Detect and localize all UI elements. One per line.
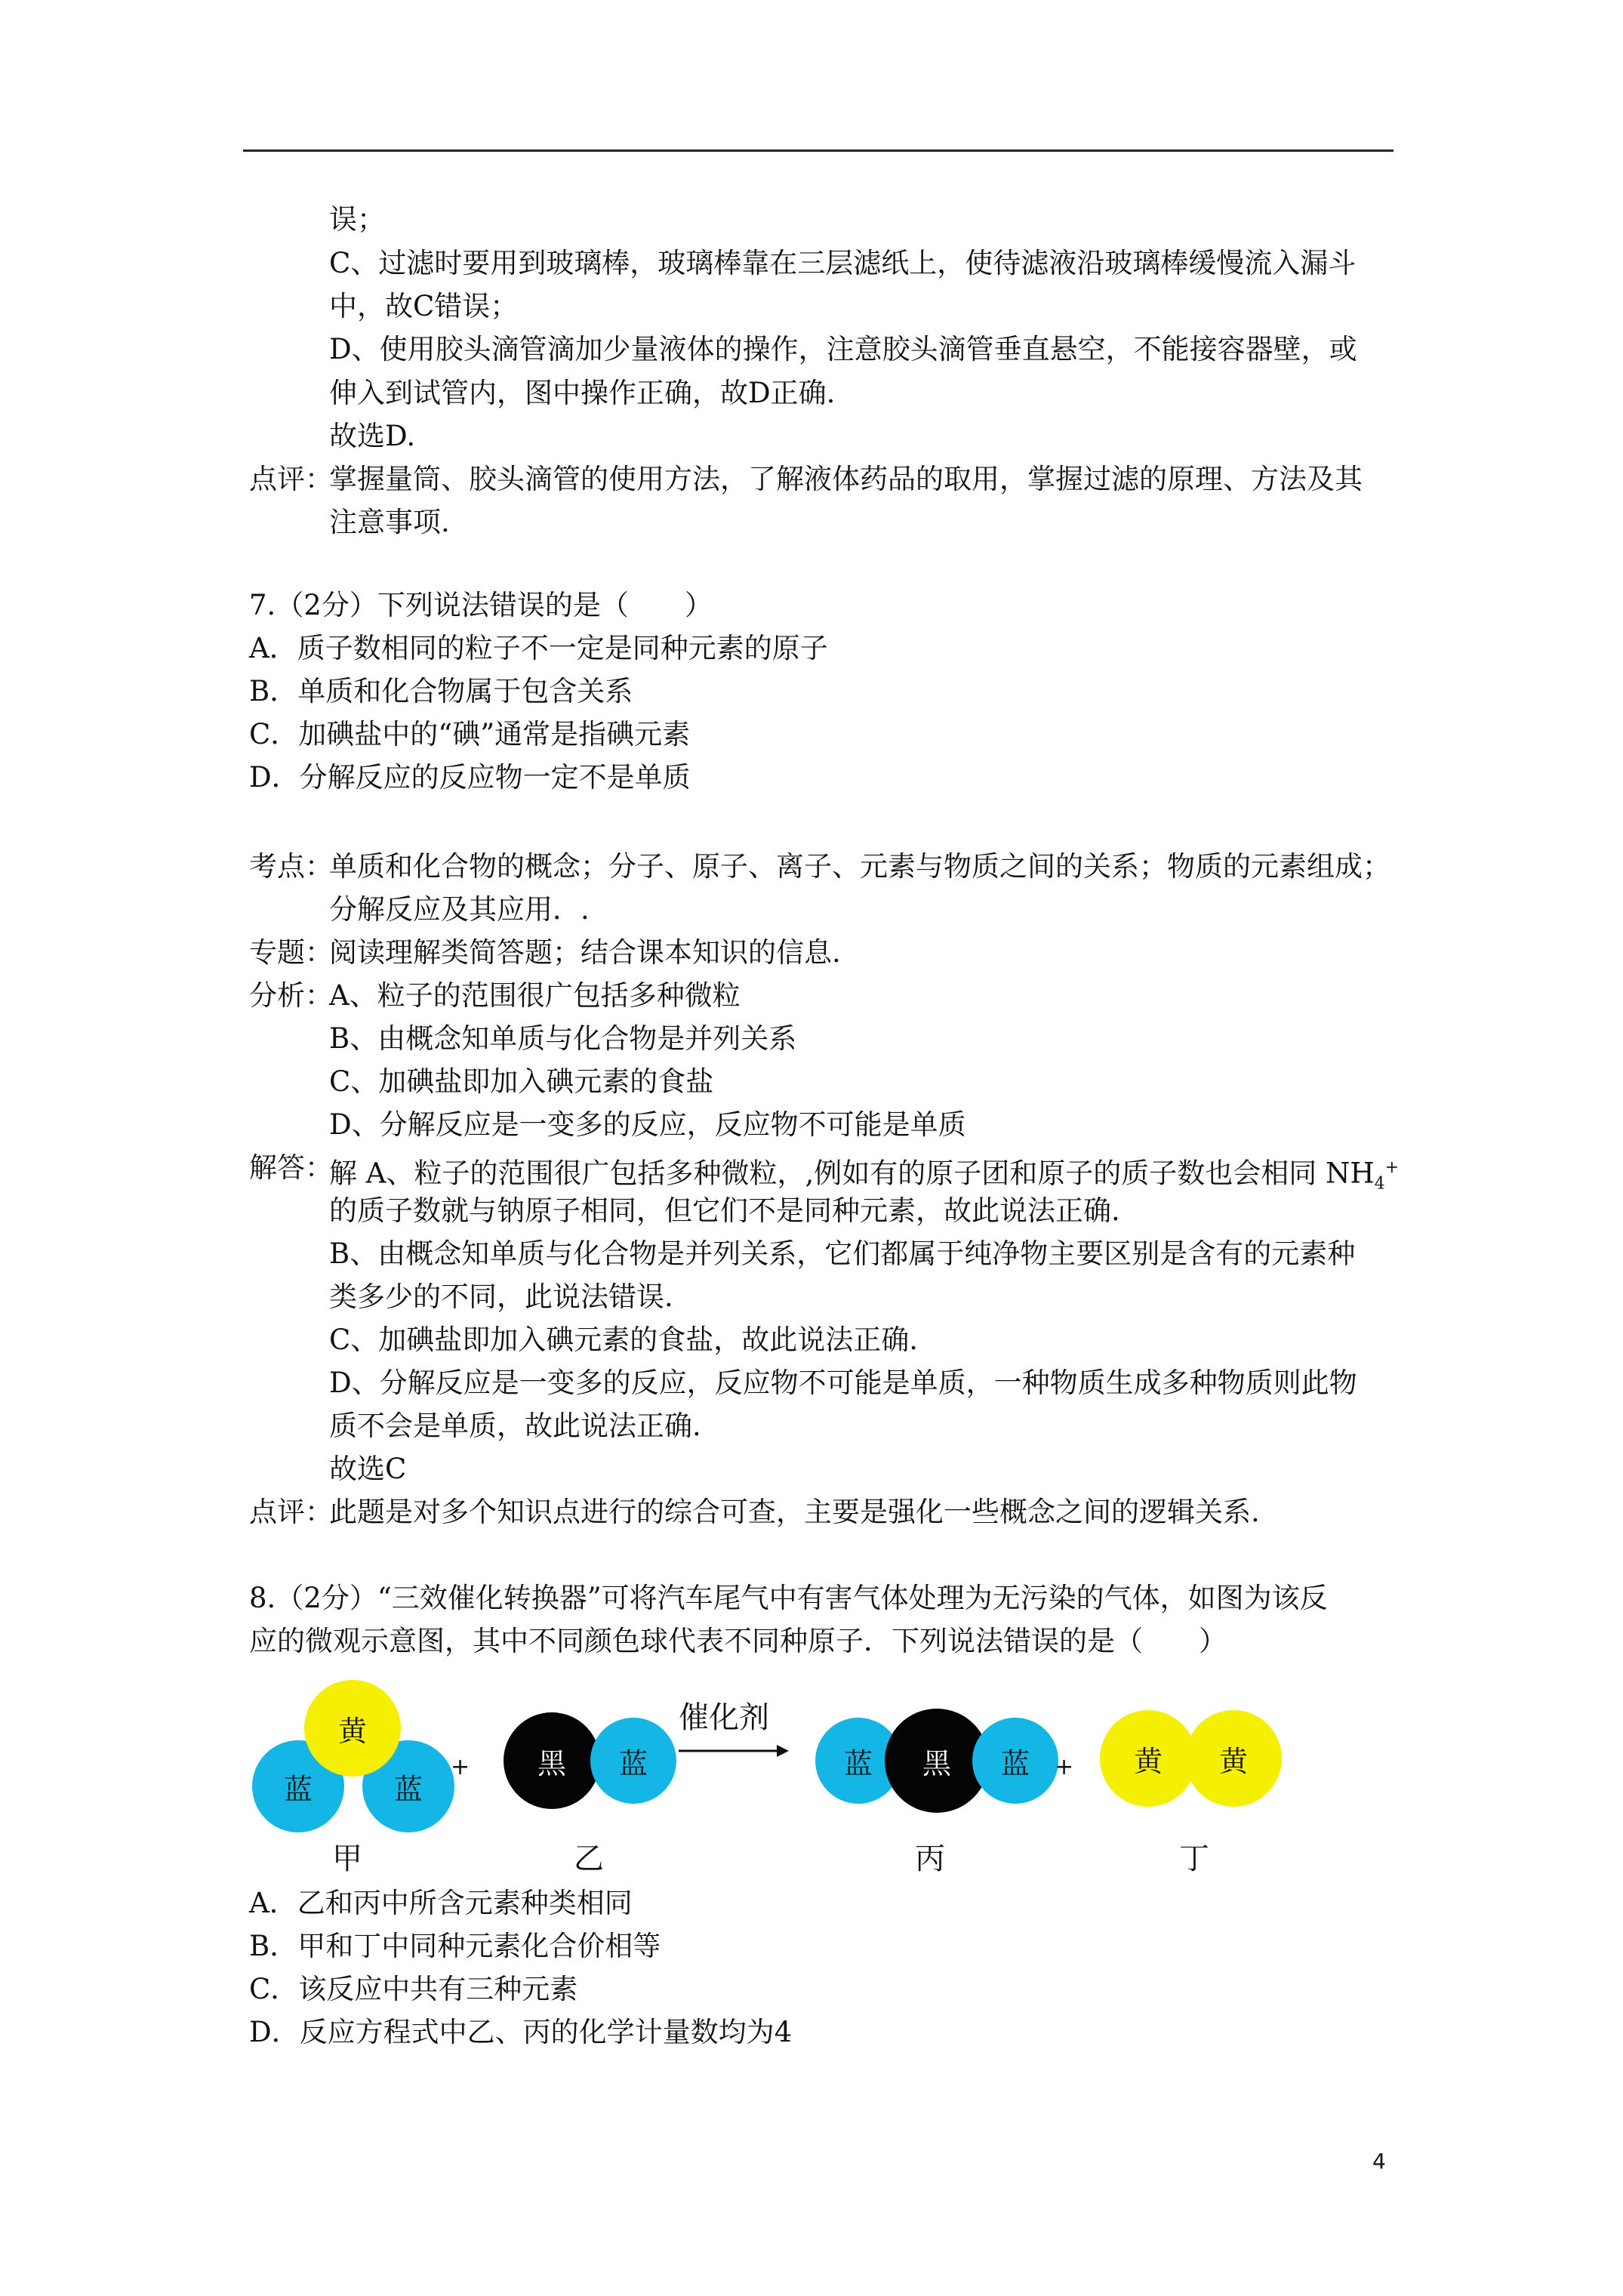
q7-option-c: C．加碘盐中的“碘”通常是指碘元素 <box>249 718 691 750</box>
atom-black: 黑 <box>885 1709 989 1813</box>
molecule-label-bing: 丙 <box>915 1841 945 1876</box>
q8-option-d: D．反应方程式中乙、丙的化学计量数均为4 <box>249 2016 793 2048</box>
q7-comment: 此题是对多个知识点进行的综合可查，主要是强化一些概念之间的逻辑关系. <box>329 1496 1260 1528</box>
q7-fenxi: C、加碘盐即加入碘元素的食盐 <box>329 1065 714 1098</box>
page-number: 4 <box>1372 2149 1386 2174</box>
q6-line: 故选D. <box>329 420 416 452</box>
q7-jieda-sup: + <box>1384 1158 1400 1177</box>
q7-jieda: D、分解反应是一变多的反应，反应物不可能是单质，一种物质生成多种物质则此物 <box>329 1367 1357 1399</box>
atom-yellow: 黄 <box>1100 1710 1196 1807</box>
q7-fenxi: A、粒子的范围很广包括多种微粒 <box>329 979 741 1012</box>
atom-blue: 蓝 <box>815 1718 901 1804</box>
q8-option-c: C．该反应中共有三种元素 <box>249 1973 578 2005</box>
molecule-label-jia: 甲 <box>332 1841 362 1876</box>
q8-option-b: B．甲和丁中同种元素化合价相等 <box>249 1930 661 1962</box>
q7-fenxi-label: 分析： <box>249 979 333 1012</box>
q7-stem: 7.（2分）下列说法错误的是（ ） <box>249 589 713 621</box>
q7-jieda-sub: 4 <box>1374 1174 1385 1194</box>
q7-fenxi: D、分解反应是一变多的反应，反应物不可能是单质 <box>329 1108 966 1141</box>
reaction-arrow-icon <box>676 1742 793 1760</box>
q6-comment: 注意事项. <box>329 506 450 538</box>
q7-jieda: 质不会是单质，故此说法正确. <box>329 1410 701 1442</box>
q6-line: 伸入到试管内，图中操作正确，故D正确. <box>329 377 836 409</box>
q6-comment-label: 点评： <box>249 463 333 495</box>
q7-jieda: 类多少的不同，此说法错误. <box>329 1281 673 1313</box>
catalyst-label: 催化剂 <box>679 1700 769 1735</box>
q6-line: D、使用胶头滴管滴加少量液体的操作，注意胶头滴管垂直悬空，不能接容器壁，或 <box>329 333 1357 365</box>
q8-option-a: A．乙和丙中所含元素种类相同 <box>249 1887 633 1919</box>
header-rule <box>243 149 1394 152</box>
q7-kaodian: 单质和化合物的概念；分子、原子、离子、元素与物质之间的关系；物质的元素组成； <box>329 850 1390 883</box>
atom-yellow: 黄 <box>1185 1710 1282 1807</box>
plus-sign: + <box>451 1754 470 1780</box>
atom-blue: 蓝 <box>590 1718 676 1804</box>
q7-option-d: D．分解反应的反应物一定不是单质 <box>249 761 691 794</box>
q7-jieda: 故选C <box>329 1453 407 1485</box>
q6-line: 误； <box>329 203 385 236</box>
atom-blue: 蓝 <box>972 1718 1058 1804</box>
molecule-label-yi: 乙 <box>574 1841 604 1876</box>
q7-kaodian: 分解反应及其应用．. <box>329 893 590 926</box>
q7-option-a: A．质子数相同的粒子不一定是同种元素的原子 <box>249 632 828 664</box>
q7-jieda: C、加碘盐即加入碘元素的食盐，故此说法正确. <box>329 1324 919 1356</box>
q7-zhuanti: 阅读理解类简答题；结合课本知识的信息. <box>329 936 841 969</box>
atom-black: 黑 <box>504 1712 600 1809</box>
atom-blue: 蓝 <box>252 1740 344 1832</box>
q6-line: C、过滤时要用到玻璃棒，玻璃棒靠在三层滤纸上，使待滤液沿玻璃棒缓慢流入漏斗 <box>329 247 1357 279</box>
q7-fenxi: B、由概念知单质与化合物是并列关系 <box>329 1022 797 1055</box>
atom-yellow: 黄 <box>304 1680 401 1777</box>
q7-jieda: 的质子数就与钠原子相同，但它们不是同种元素，故此说法正确. <box>329 1194 1120 1227</box>
q6-comment: 掌握量筒、胶头滴管的使用方法，了解液体药品的取用，掌握过滤的原理、方法及其 <box>329 463 1363 495</box>
plus-sign: + <box>1055 1754 1074 1780</box>
q7-zhuanti-label: 专题： <box>249 936 333 969</box>
reaction-diagram <box>243 1680 1315 1884</box>
q7-kaodian-label: 考点： <box>249 850 333 883</box>
q8-stem: 8.（2分）“三效催化转换器”可将汽车尾气中有害气体处理为无污染的气体，如图为该反 <box>249 1582 1328 1614</box>
q7-jieda-label: 解答： <box>249 1151 333 1184</box>
q7-jieda-text: 解 A、粒子的范围很广包括多种微粒，,例如有的原子团和原子的质子数也会相同 NH <box>329 1157 1375 1190</box>
molecule-label-ding: 丁 <box>1179 1841 1209 1876</box>
q7-option-b: B．单质和化合物属于包含关系 <box>249 675 633 707</box>
q7-comment-label: 点评： <box>249 1496 333 1528</box>
q7-jieda: B、由概念知单质与化合物是并列关系，它们都属于纯净物主要区别是含有的元素种 <box>329 1237 1356 1270</box>
atom-blue: 蓝 <box>362 1740 454 1832</box>
q8-stem: 应的微观示意图，其中不同颜色球代表不同种原子．下列说法错误的是（ ） <box>249 1625 1227 1657</box>
q6-line: 中，故C错误； <box>329 290 519 322</box>
